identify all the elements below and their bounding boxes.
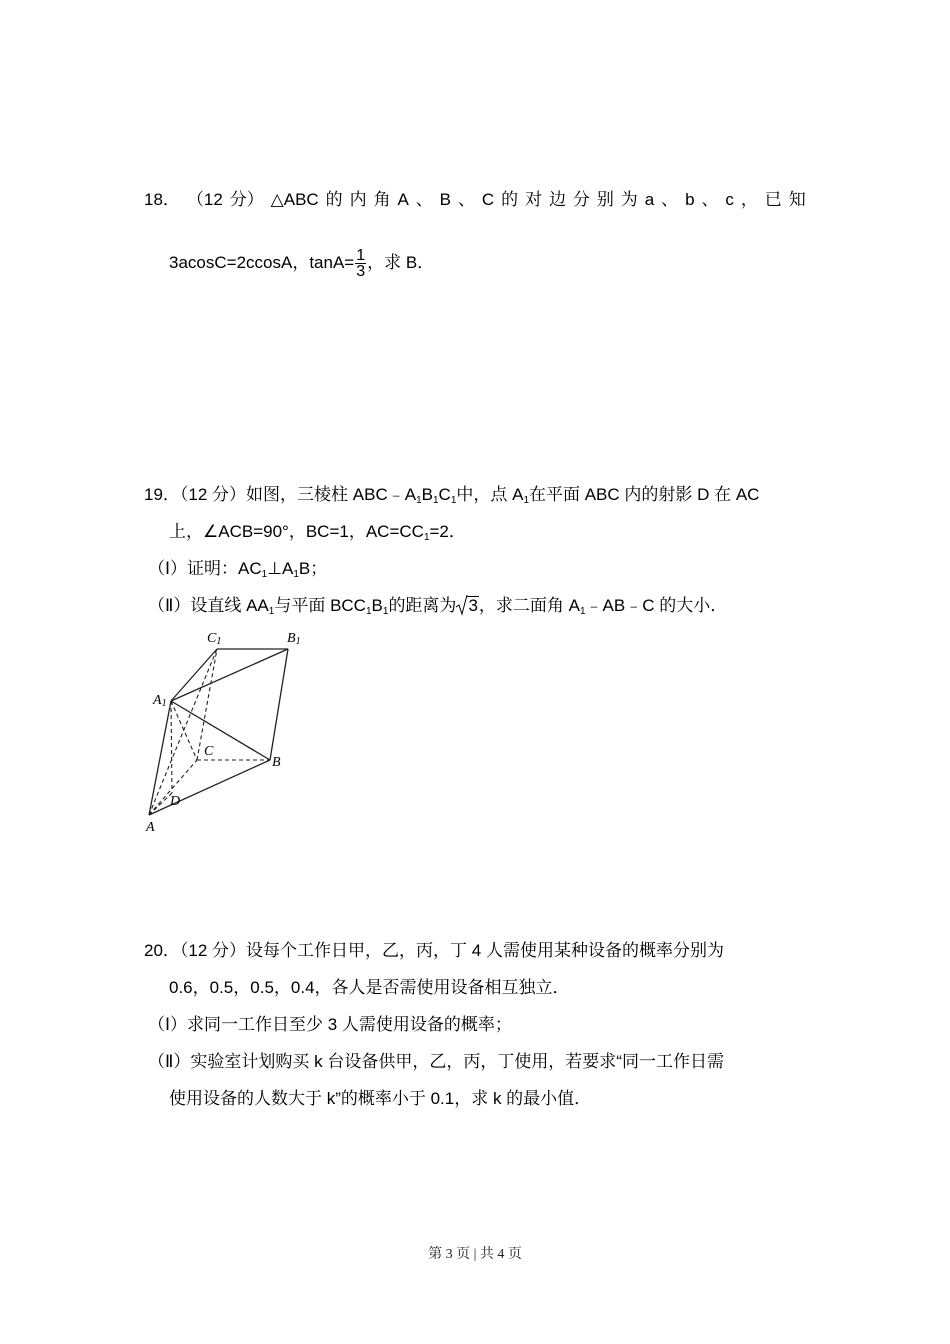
label-d: D [170, 794, 181, 809]
q18-token: 为 [620, 190, 638, 209]
q18-token: b [685, 190, 695, 209]
q18-token: 已 [764, 190, 782, 209]
q18-token: 角 [373, 190, 391, 209]
page-footer: 第 3 页 | 共 4 页 [428, 1247, 522, 1262]
q18-token: 、 [457, 190, 475, 209]
q18-token: 对 [525, 190, 543, 209]
q18-token: 边 [548, 190, 566, 209]
q18-token: 内 [349, 190, 367, 209]
q18-token: C [481, 190, 495, 209]
label-c1: C1 [207, 631, 222, 647]
radical-sign-icon [456, 594, 468, 616]
q18-line1 [144, 188, 806, 212]
label-c: C [204, 744, 214, 759]
q18-token: 的 [501, 190, 519, 209]
q18-token: 知 [788, 190, 806, 209]
q20-line2: 0.6，0.5，0.5，0.4，各人是否需使用设备相互独立． [169, 978, 570, 997]
q20-part2-line1: （Ⅱ）实验室计划购买 k 台设备供甲，乙，丙，丁使用，若要求“同一工作日需 [148, 1052, 724, 1071]
q18-token: 别 [596, 190, 614, 209]
q18-token: 分 [572, 190, 590, 209]
q18-token: 分） [229, 190, 264, 209]
q18-token: 的 [325, 190, 343, 209]
q18-token: （12 [186, 190, 223, 209]
q18-token: 18． [144, 190, 180, 209]
label-a1: A1 [153, 693, 167, 709]
q18-token: 、 [661, 190, 679, 209]
q18-token: B [439, 190, 451, 209]
q18-token: c [725, 190, 734, 209]
q19-line1: 19．（12 分）如图，三棱柱 $ABC﹣A_1B_1C_1$中，点 $A_1$在平面 ABC 内的射影 D 在 AC [144, 485, 760, 506]
q19-part1: （Ⅰ）证明：$AC_1\perp A_1B$； [148, 559, 328, 580]
triangular-prism-diagram [140, 625, 310, 840]
q18-question: ，求 B． [367, 252, 435, 272]
q19-part2: （Ⅱ）设直线 $AA_1$与平面 $BCC_1B_1$的距离为 3，求二面角 $A_1﹣AB﹣C$ 的大小． [148, 596, 728, 617]
q18-token: 、 [415, 190, 433, 209]
label-a: A [146, 820, 155, 835]
sqrt-three: 3 [456, 594, 478, 618]
q20-part2-line2: 使用设备的人数大于 k”的概率小于 0.1，求 k 的最小值． [169, 1089, 592, 1108]
prism-figure [140, 625, 310, 840]
q18-equation: 3acosC=2ccosA，tanA= [169, 252, 355, 272]
q18-token: A [397, 190, 409, 209]
fraction-one-third: $\frac{1}{3}$ [356, 247, 366, 280]
q18-token: △ABC [270, 190, 319, 209]
q18-token: a [644, 190, 655, 209]
q20-line1: 20．（12 分）设每个工作日甲，乙，丙，丁 4 人需使用某种设备的概率分别为 [144, 941, 724, 960]
q19-line2: 上，∠ACB=90°，BC=1，$AC=CC_1=2$． [169, 522, 466, 543]
q20-part1: （Ⅰ）求同一工作日至少 3 人需使用设备的概率； [148, 1015, 512, 1034]
q18-token: 、 [701, 190, 719, 209]
label-b: B [272, 755, 281, 770]
q18-token: ， [740, 190, 758, 209]
q18-line2 [169, 248, 434, 279]
label-b1: B1 [287, 631, 301, 647]
